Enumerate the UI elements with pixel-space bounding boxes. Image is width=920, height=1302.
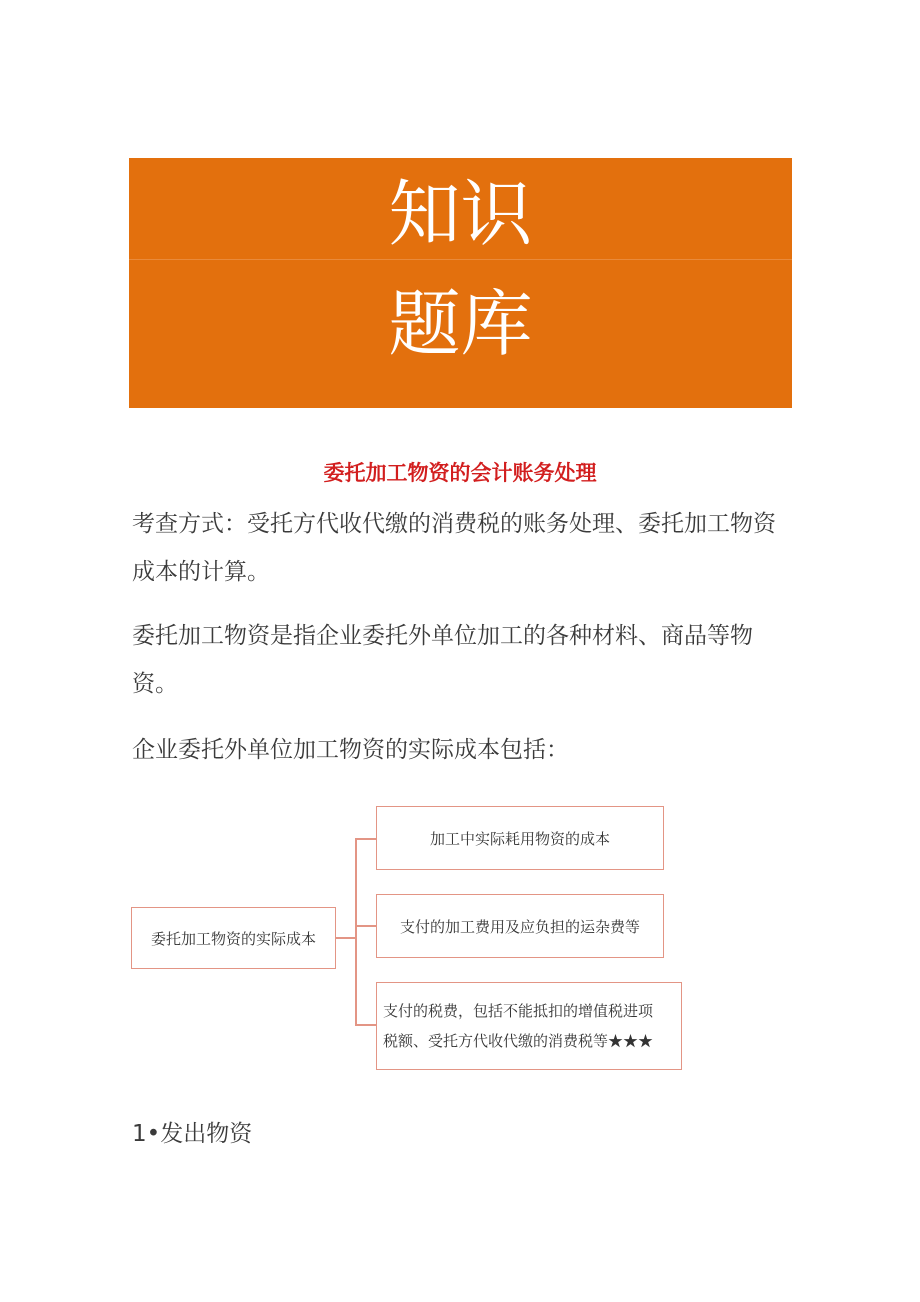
diagram-branch-label-1: 加工中实际耗用物资的成本 [429,829,610,848]
paragraph-exam-method: 考查方式：受托方代收代缴的消费税的账务处理、委托加工物资成本的计算。 [132,511,776,585]
diagram-branch-box-1 [376,806,664,870]
diagram-root-label: 委托加工物资的实际成本 [150,929,316,948]
diagram-branch-box-2 [376,894,664,958]
diagram-connector-branch-1 [355,838,376,840]
diagram-branch-label-3-line-1: 支付的税费，包括不能抵扣的增值税进项 [383,1002,654,1020]
paragraph-cost-intro: 企业委托外单位加工物资的实际成本包括： [132,737,569,763]
diagram-branch-box-3 [376,982,682,1070]
article-title: 委托加工物资的会计账务处理 [323,461,597,485]
diagram-root-box [131,907,336,969]
diagram-branch-label-3-line-2: 税额、受托方代收代缴的消费税等★★★ [383,1032,654,1050]
diagram-connector-branch-3 [355,1024,376,1026]
diagram-connector-root [336,937,356,939]
diagram-connector-vertical [355,838,357,1025]
banner-divider [129,259,792,260]
diagram-connector-branch-2 [355,925,376,927]
paragraph-definition: 委托加工物资是指企业委托外单位加工的各种材料、商品等物资。 [132,623,753,697]
diagram-branch-label-2: 支付的加工费用及应负担的运杂费等 [399,917,640,936]
banner-line-2: 题库 [388,282,533,366]
section-heading-issue-materials: 1•发出物资 [132,1121,253,1147]
banner-line-1: 知识 [388,172,533,256]
